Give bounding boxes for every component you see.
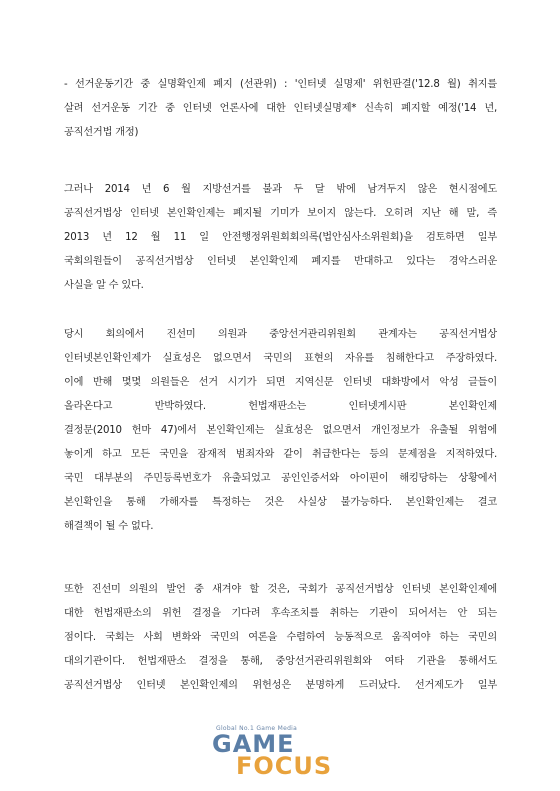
logo-word-focus: FOCUS: [236, 752, 333, 780]
text-line: 점이다. 국회는 사회 변화와 국민의 여론을 수렴하여 능동적으로 움직여야 하는 국민의: [64, 632, 497, 643]
text-line: 대한 헌법재판소의 위헌 결정을 기다려 후속조치를 취하는 기관이 되어서는 안 되는: [64, 608, 497, 619]
text-line: 인터넷본인확인제가 실효성은 없으면서 국민의 표현의 자유를 침해한다고 주장하였다.: [64, 353, 497, 364]
paragraph-4: [64, 578, 497, 698]
text-line: 살려 선거운동 기간 중 인터넷 언론사에 대한 인터넷실명제* 신속히 폐지할 예정('14 년,: [64, 103, 497, 114]
text-line: 놓이게 하고 모든 국민을 잠재적 범죄자와 같이 취급한다는 등의 문제점을 지적하였다.: [64, 449, 497, 460]
paragraph-3: [64, 323, 497, 539]
text-line: 결정문(2010 헌마 47)에서 본인확인제는 실효성은 없으면서 개인정보가 유출될 위험에: [64, 425, 497, 436]
text-line: 국민 대부분의 주민등록번호가 유출되었고 공인인증서와 아이핀이 해킹당하는 상황에서: [64, 473, 497, 484]
text-line: 본인확인을 통해 가해자를 특정하는 것은 사실상 불가능하다. 본인확인제는 결코: [64, 497, 497, 508]
text-line: 공직선거법상 인터넷 본인확인제는 폐지될 기미가 보이지 않는다. 오히려 지난 해 말, 즉: [64, 208, 497, 219]
text-line: 해결책이 될 수 없다.: [64, 521, 154, 532]
text-line: 올라온다고 반박하였다. 헌법재판소는 인터넷게시판 본인확인제: [64, 401, 497, 412]
text-line: 대의기관이다. 헌법재판소 결정을 통해, 중앙선거관리위원회와 여타 기관을 통해서도: [64, 656, 497, 667]
text-line: 2013 년 12 월 11 일 안전행정위원회회의록(법안심사소위원회)을 검토하면 일부: [64, 232, 497, 243]
text-line: 이에 반해 몇몇 의원들은 선거 시기가 되면 지역신문 인터넷 대화방에서 악성 글들이: [64, 377, 497, 388]
text-line: 공직선거법 개정): [64, 127, 139, 138]
paragraph-2: [64, 178, 497, 298]
text-line: 당시 회의에서 진선미 의원과 중앙선거관리위원회 관계자는 공직선거법상: [64, 329, 497, 340]
text-line: - 선거운동기간 중 실명확인제 폐지 (선관위) : '인터넷 실명제' 위헌판결('12.8 월) 취지를: [64, 79, 497, 90]
text-line: 또한 진선미 의원의 발언 중 새겨야 할 것은, 국회가 공직선거법상 인터넷 본인확인제에: [64, 584, 497, 595]
logo-tagline: Global No.1 Game Media: [216, 725, 298, 732]
text-line: 사실을 알 수 있다.: [64, 280, 144, 291]
text-line: 공직선거법상 인터넷 본인확인제의 위헌성은 분명하게 드러났다. 선거제도가 일부: [64, 680, 497, 691]
gamefocus-logo: [212, 725, 362, 785]
logo-word-game: GAME: [212, 730, 295, 758]
text-line: 그러나 2014 년 6 월 지방선거를 불과 두 달 밖에 남겨두지 않은 현시점에도: [64, 184, 497, 195]
paragraph-1: [64, 73, 497, 145]
text-line: 국회의원들이 공직선거법상 인터넷 본인확인제 폐지를 반대하고 있다는 경악스러운: [64, 256, 497, 267]
